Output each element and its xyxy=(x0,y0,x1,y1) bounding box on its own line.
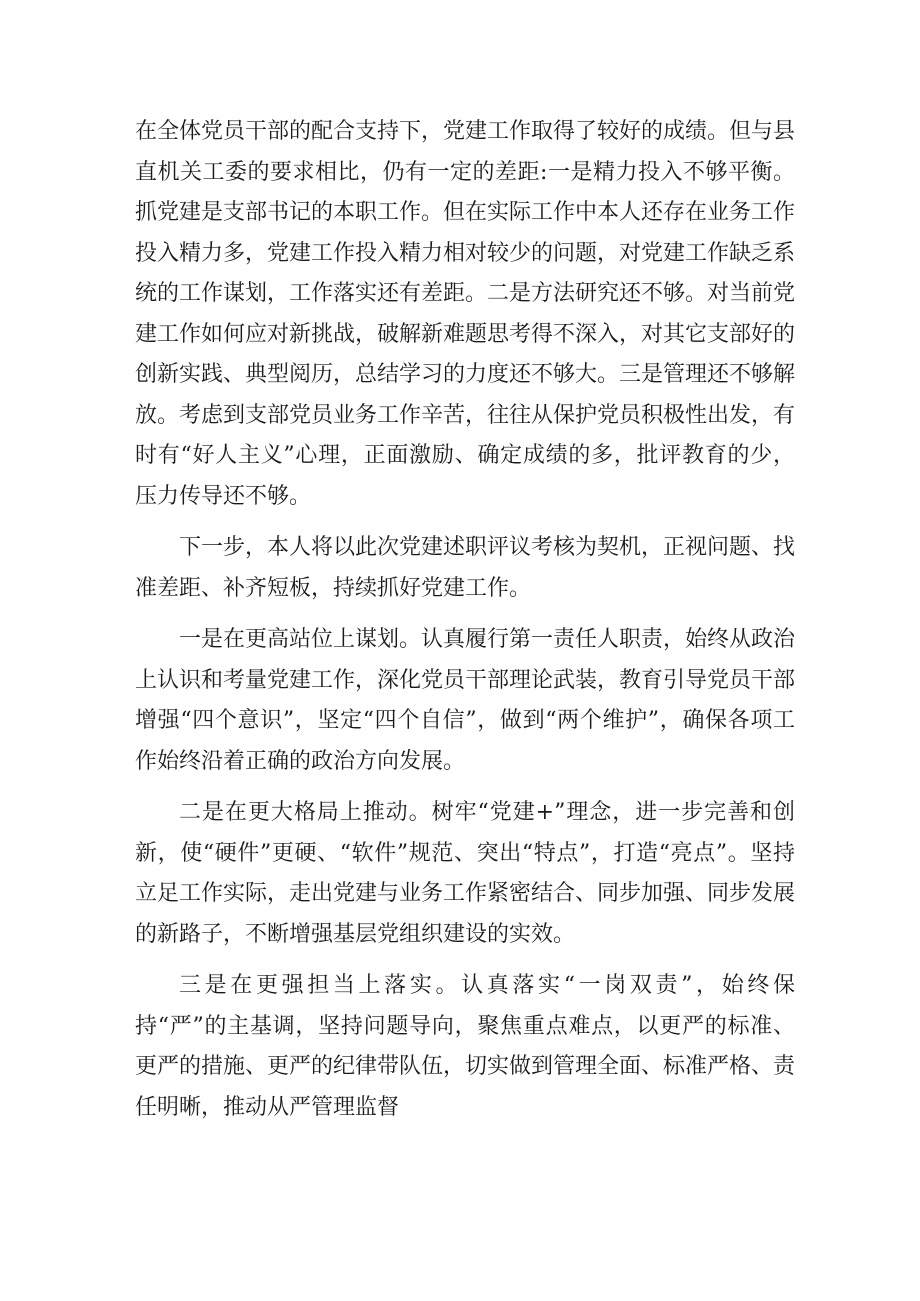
paragraph-plan-two: 二是在更大格局上推动。树牢“党建+”理念，进一步完善和创新，使“硬件”更硬、“软件”规范、突出“特点”，打造“亮点”。坚持立足工作实际，走出党建与业务工作紧密结合、同步加强、同步发展的新路子，不断增强基层党组织建设的实效。 xyxy=(135,800,796,947)
paragraph-shortcomings: 在全体党员干部的配合支持下，党建工作取得了较好的成绩。但与县直机关工委的要求相比，仍有一定的差距:一是精力投入不够平衡。抓党建是支部书记的本职工作。但在实际工作中本人还存在业务工作投入精力多，党建工作投入精力相对较少的问题，对党建工作缺乏系统的工作谋划，工作落实还有差距。二是方法研究还不够。对当前党建工作如何应对新挑战，破解新难题思考得不深入，对其它支部好的创新实践、典型阅历，总结学习的力度还不够大。三是管理还不够解放。考虑到支部党员业务工作辛苦，往往从保护党员积极性出发，有时有“好人主义”心理，正面激励、确定成绩的多，批评教育的少，压力传导还不够。 xyxy=(135,119,796,509)
document-body xyxy=(135,112,795,1128)
paragraph-next-step: 下一步，本人将以此次党建述职评议考核为契机，正视问题、找准差距、补齐短板，持续抓好党建工作。 xyxy=(135,535,796,601)
paragraph-plan-three: 三是在更强担当上落实。认真落实“一岗双责”，始终保持“严”的主基调，坚持问题导向，聚焦重点难点，以更严的标准、更严的措施、更严的纪律带队伍，切实做到管理全面、标准严格、责任明晰，推动从严管理监督 xyxy=(135,973,796,1120)
paragraph-plan-one: 一是在更高站位上谋划。认真履行第一责任人职责，始终从政治上认识和考量党建工作，深化党员干部理论武装，教育引导党员干部增强“四个意识”，坚定“四个自信”，做到“两个维护”，确保各项工作始终沿着正确的政治方向发展。 xyxy=(135,627,796,774)
